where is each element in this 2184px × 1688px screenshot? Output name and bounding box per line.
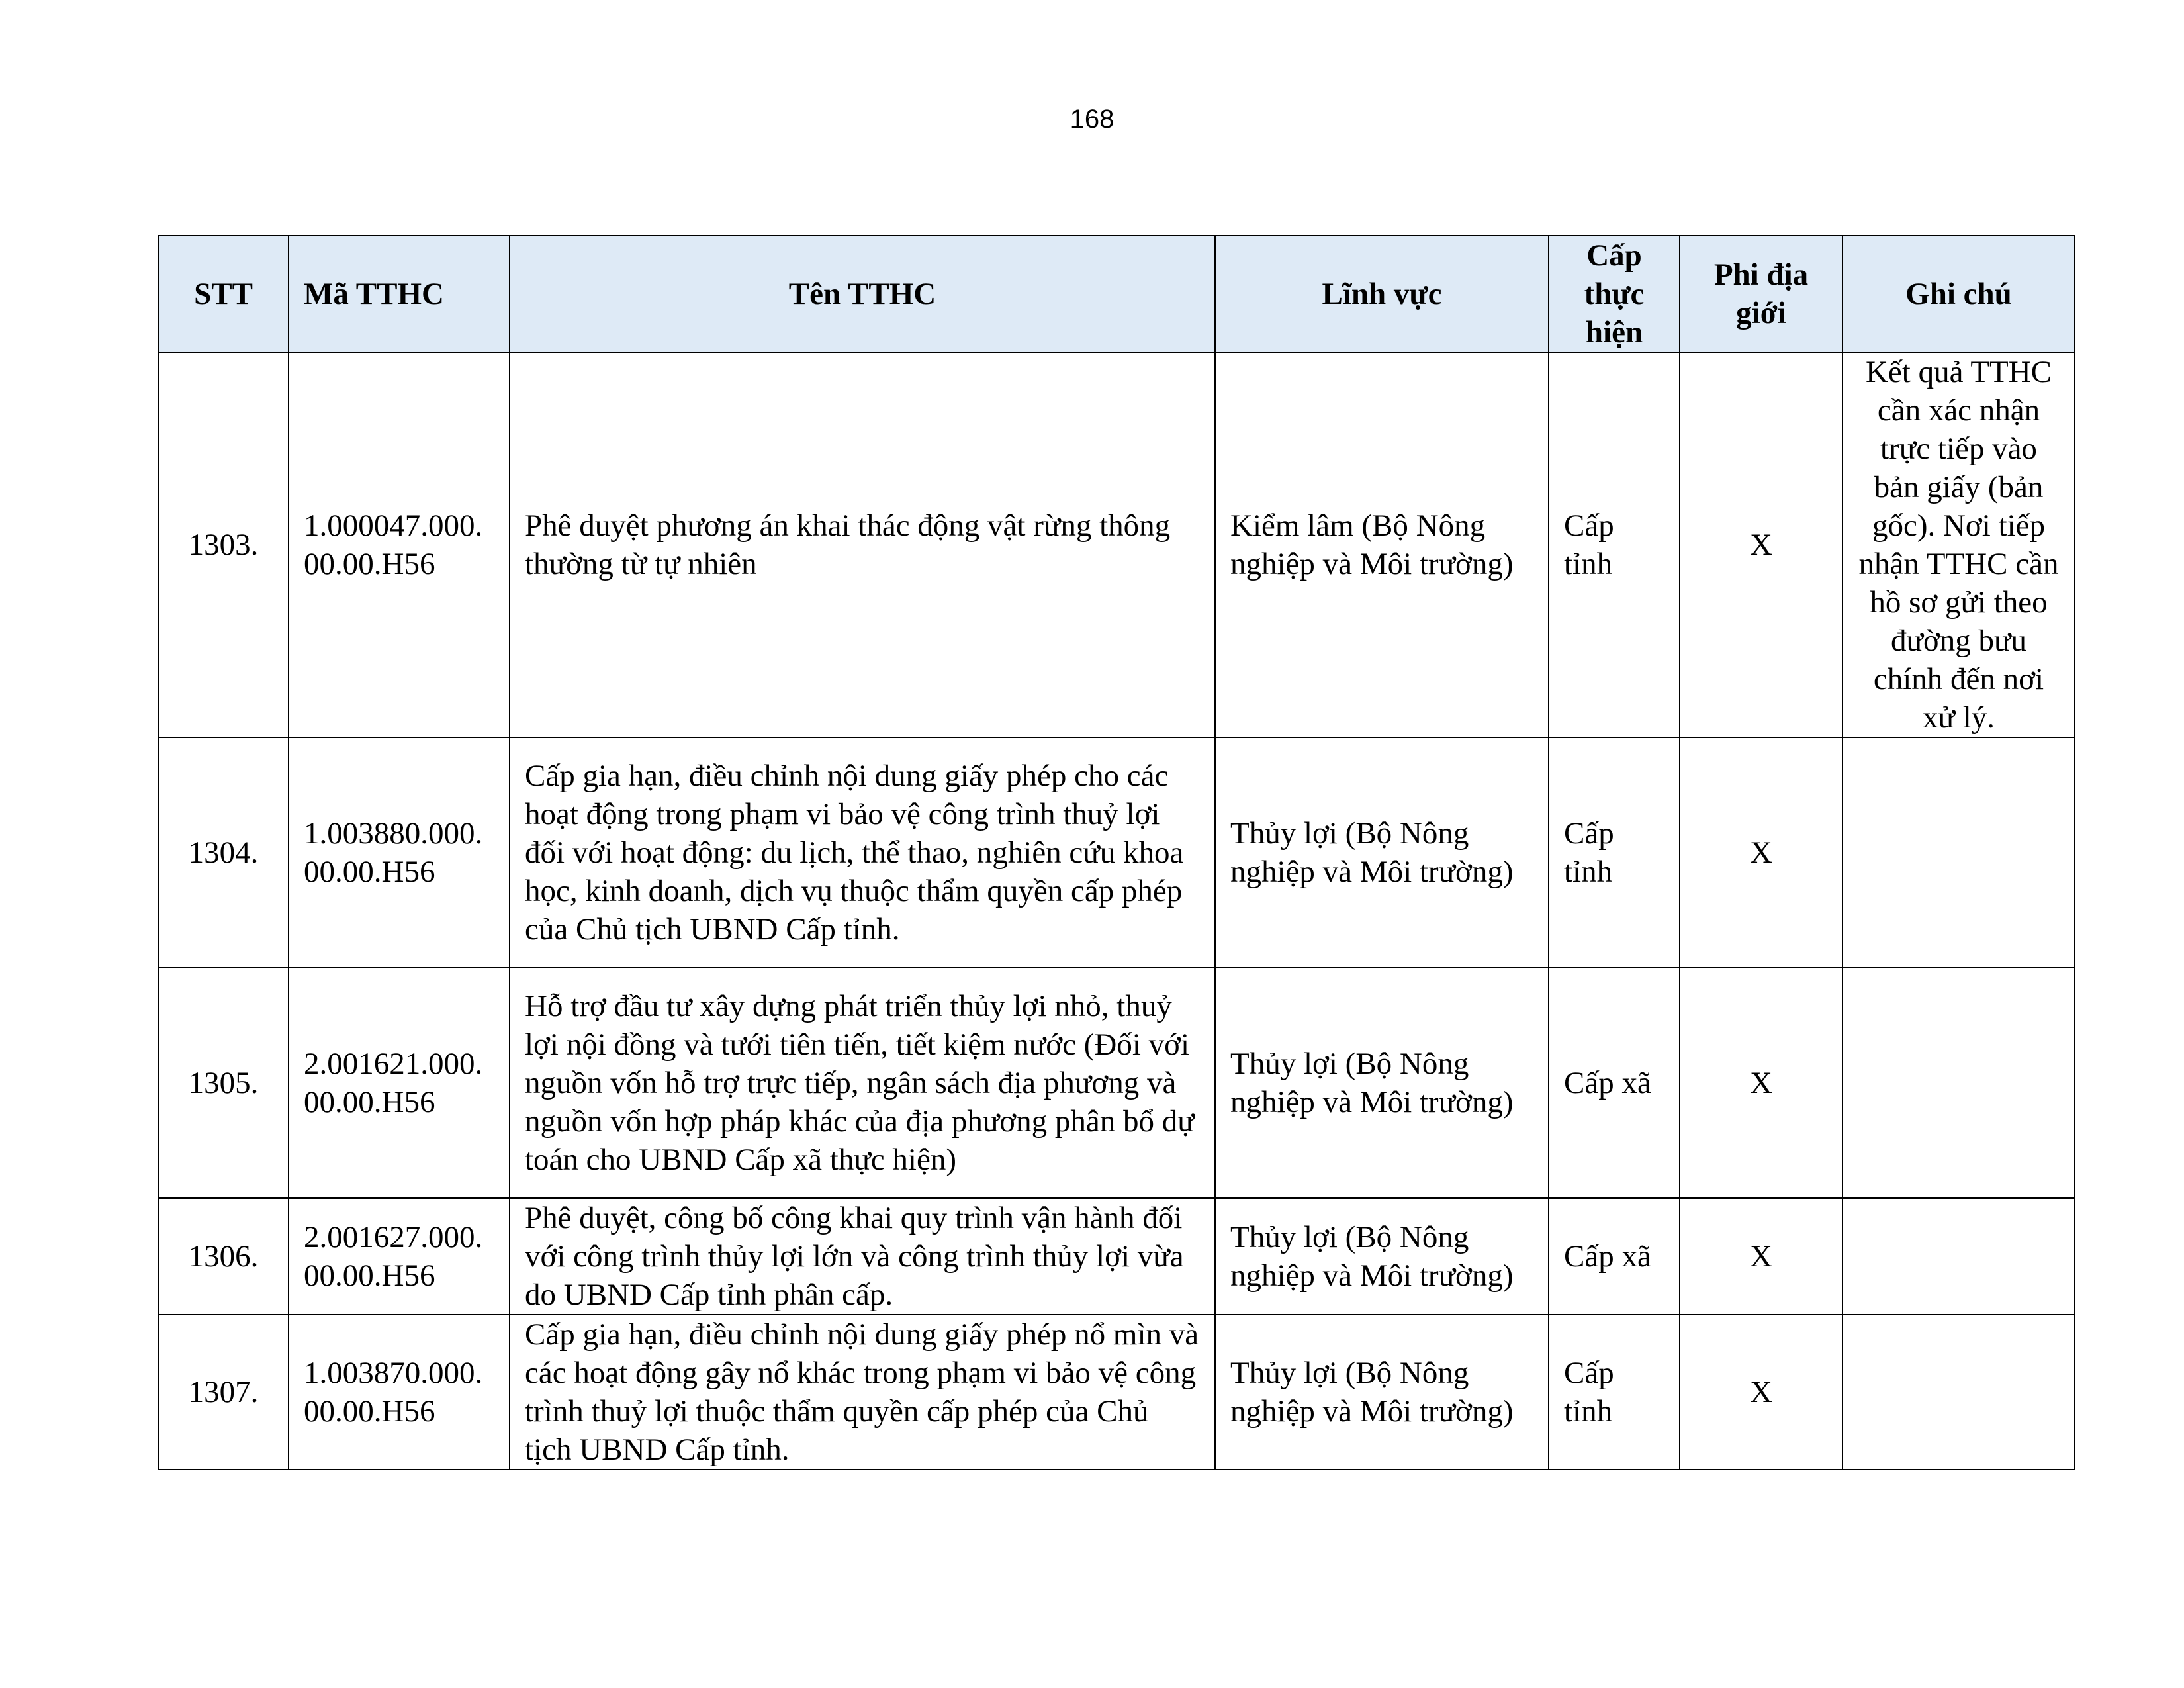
cell-ma-tthc: 1.000047.000.00.00.H56	[289, 352, 510, 737]
cell-phi-dia-gioi: X	[1680, 1198, 1843, 1315]
cell-cap-thuc-hien: Cấp tỉnh	[1549, 1315, 1680, 1470]
cell-ma-tthc: 1.003880.000.00.00.H56	[289, 737, 510, 968]
cell-ma-tthc: 1.003870.000.00.00.H56	[289, 1315, 510, 1470]
cell-cap-thuc-hien: Cấp xã	[1549, 1198, 1680, 1315]
cell-cap-thuc-hien: Cấp tỉnh	[1549, 737, 1680, 968]
tthc-table	[158, 235, 2075, 1470]
header-phi-dia-gioi: Phi địa giới	[1680, 236, 1843, 352]
cell-linh-vuc: Thủy lợi (Bộ Nông nghiệp và Môi trường)	[1215, 1315, 1549, 1470]
header-ma-tthc: Mã TTHC	[289, 236, 510, 352]
table-row	[158, 737, 2075, 968]
cell-stt: 1307.	[158, 1315, 289, 1470]
header-linh-vuc: Lĩnh vực	[1215, 236, 1549, 352]
cell-phi-dia-gioi: X	[1680, 1315, 1843, 1470]
page-number: 168	[1069, 105, 1115, 134]
cell-ghi-chu	[1843, 1315, 2075, 1470]
cell-ma-tthc: 2.001627.000.00.00.H56	[289, 1198, 510, 1315]
table-row	[158, 968, 2075, 1198]
cell-phi-dia-gioi: X	[1680, 737, 1843, 968]
table-header-row	[158, 236, 2075, 352]
table-row	[158, 1315, 2075, 1470]
cell-linh-vuc: Thủy lợi (Bộ Nông nghiệp và Môi trường)	[1215, 737, 1549, 968]
cell-linh-vuc: Thủy lợi (Bộ Nông nghiệp và Môi trường)	[1215, 1198, 1549, 1315]
cell-stt: 1305.	[158, 968, 289, 1198]
header-ghi-chu: Ghi chú	[1843, 236, 2075, 352]
cell-ma-tthc: 2.001621.000.00.00.H56	[289, 968, 510, 1198]
cell-ten-tthc: Phê duyệt, công bố công khai quy trình vận hành đối với công trình thủy lợi lớn và công trình thủy lợi vừa do UBND Cấp tỉnh phân cấp.	[510, 1198, 1215, 1315]
cell-ghi-chu	[1843, 1198, 2075, 1315]
cell-ten-tthc: Cấp gia hạn, điều chỉnh nội dung giấy phép nổ mìn và các hoạt động gây nổ khác trong phạm vi bảo vệ công trình thuỷ lợi thuộc thẩm quyền cấp phép của Chủ tịch UBND Cấp tỉnh.	[510, 1315, 1215, 1470]
table-row	[158, 1198, 2075, 1315]
cell-cap-thuc-hien: Cấp tỉnh	[1549, 352, 1680, 737]
cell-stt: 1306.	[158, 1198, 289, 1315]
header-stt: STT	[158, 236, 289, 352]
cell-ten-tthc: Phê duyệt phương án khai thác động vật rừng thông thường từ tự nhiên	[510, 352, 1215, 737]
cell-stt: 1304.	[158, 737, 289, 968]
cell-ten-tthc: Cấp gia hạn, điều chỉnh nội dung giấy phép cho các hoạt động trong phạm vi bảo vệ công trình thuỷ lợi đối với hoạt động: du lịch, thể thao, nghiên cứu khoa học, kinh doanh, dịch vụ thuộc thẩm quyền cấp phép của Chủ tịch UBND Cấp tỉnh.	[510, 737, 1215, 968]
cell-ghi-chu	[1843, 968, 2075, 1198]
cell-ghi-chu	[1843, 737, 2075, 968]
cell-ghi-chu: Kết quả TTHC cần xác nhận trực tiếp vào bản giấy (bản gốc). Nơi tiếp nhận TTHC cần hồ sơ gửi theo đường bưu chính đến nơi xử lý.	[1843, 352, 2075, 737]
table-row	[158, 352, 2075, 737]
cell-linh-vuc: Thủy lợi (Bộ Nông nghiệp và Môi trường)	[1215, 968, 1549, 1198]
header-ten-tthc: Tên TTHC	[510, 236, 1215, 352]
cell-phi-dia-gioi: X	[1680, 352, 1843, 737]
cell-phi-dia-gioi: X	[1680, 968, 1843, 1198]
header-cap-thuc-hien: Cấp thực hiện	[1549, 236, 1680, 352]
cell-ten-tthc: Hỗ trợ đầu tư xây dựng phát triển thủy lợi nhỏ, thuỷ lợi nội đồng và tưới tiên tiến, tiết kiệm nước (Đối với nguồn vốn hỗ trợ trực tiếp, ngân sách địa phương và nguồn vốn hợp pháp khác của địa phương phân bổ dự toán cho UBND Cấp xã thực hiện)	[510, 968, 1215, 1198]
cell-cap-thuc-hien: Cấp xã	[1549, 968, 1680, 1198]
cell-linh-vuc: Kiểm lâm (Bộ Nông nghiệp và Môi trường)	[1215, 352, 1549, 737]
cell-stt: 1303.	[158, 352, 289, 737]
